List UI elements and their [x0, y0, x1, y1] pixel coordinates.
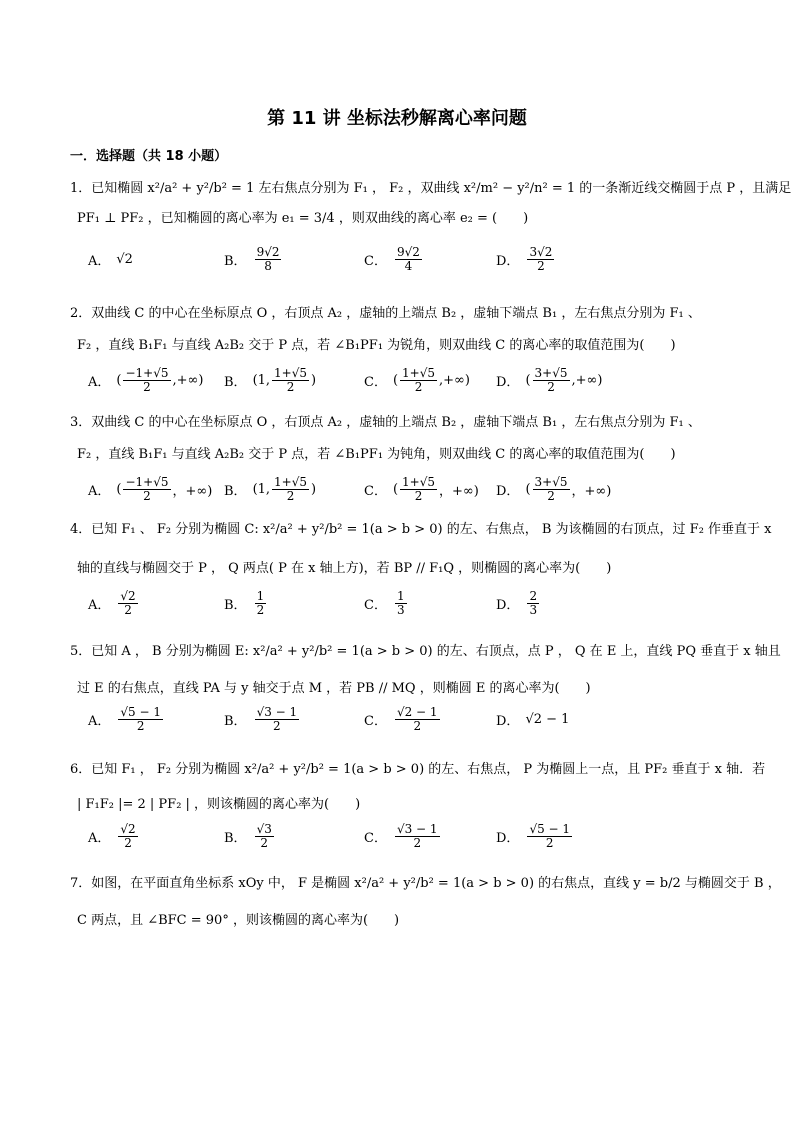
- fraction-numerator: √5 − 1: [120, 704, 161, 719]
- fraction-denominator: 3: [529, 602, 538, 617]
- option-b: [224, 474, 316, 504]
- fraction-numerator: 1+√5: [402, 365, 436, 380]
- question-2-line: 2．双曲线 C 的中心在坐标原点 O ，右顶点 A₂ ，虚轴的上端点 B₂ ，虚轴下端点 B₁ ，左右焦点分别为 F₁ 、: [70, 306, 701, 321]
- fraction: [527, 246, 554, 273]
- fraction-numerator: 3+√5: [534, 474, 568, 489]
- option-suffix: ，+∞): [439, 483, 479, 499]
- option-c: [364, 821, 442, 851]
- fraction-numerator: 3√2: [529, 244, 553, 259]
- option-label: B．: [224, 483, 247, 499]
- question-3-options: [88, 474, 728, 504]
- option-prefix: (1,: [252, 372, 271, 388]
- fraction-denominator: 2: [547, 379, 555, 394]
- fraction: [255, 590, 267, 617]
- option-label: B．: [224, 713, 247, 729]
- question-5-options: [88, 704, 728, 734]
- fraction-denominator: 2: [286, 488, 295, 503]
- fraction: [118, 706, 163, 733]
- fraction: [118, 590, 137, 617]
- fraction-denominator: 3: [396, 602, 405, 617]
- option-c: [364, 704, 442, 734]
- option-label: B．: [224, 253, 247, 269]
- option-label: C．: [364, 713, 387, 729]
- fraction: [118, 823, 137, 850]
- option-d: [496, 474, 611, 504]
- fraction: [533, 367, 570, 394]
- option-c: [364, 365, 470, 395]
- option-value: √2 − 1: [525, 711, 570, 727]
- option-a: [88, 474, 212, 504]
- option-b: [224, 704, 301, 734]
- fraction-numerator: 1+√5: [274, 365, 308, 380]
- option-label: A．: [88, 483, 111, 499]
- fraction: [533, 476, 570, 503]
- option-label: D．: [496, 483, 520, 499]
- question-6-line: | F₁F₂ |= 2 | PF₂ | ，则该椭圆的离心率为( ): [77, 797, 361, 812]
- option-label: B．: [224, 597, 247, 613]
- fraction-denominator: 2: [256, 602, 265, 617]
- option-prefix: (1,: [252, 481, 271, 497]
- fraction: [400, 367, 437, 394]
- question-3-line: 3．双曲线 C 的中心在坐标原点 O ，右顶点 A₂ ，虚轴的上端点 B₂ ，虚轴下端点 B₁ ，左右焦点分别为 F₁ 、: [70, 415, 701, 430]
- option-label: C．: [364, 374, 387, 390]
- option-a: [88, 244, 133, 274]
- question-4-line: 4．已知 F₁ 、 F₂ 分别为椭圆 C: x²/a² + y²/b² = 1(a > b > 0) 的左、右焦点， B 为该椭圆的右顶点，过 F₂ 作垂直于 x: [70, 522, 772, 537]
- option-suffix: ，+∞): [571, 483, 612, 499]
- fraction: [272, 367, 309, 394]
- fraction: [123, 367, 170, 394]
- option-prefix: (: [392, 481, 399, 497]
- option-label: C．: [364, 597, 387, 613]
- option-label: B．: [224, 374, 247, 390]
- option-d: [496, 588, 541, 618]
- option-suffix: ,+∞): [172, 372, 204, 388]
- fraction: [395, 246, 422, 273]
- option-label: A．: [88, 713, 111, 729]
- question-4-options: [88, 588, 728, 618]
- fraction-denominator: 2: [143, 379, 151, 394]
- option-suffix: ): [311, 481, 317, 497]
- fraction-denominator: 2: [286, 379, 295, 394]
- fraction-numerator: −1+√5: [125, 365, 169, 380]
- fraction-denominator: 8: [264, 258, 272, 273]
- fraction: [527, 590, 539, 617]
- question-2-options: [88, 365, 728, 395]
- question-2-line: F₂ ，直线 B₁F₁ 与直线 A₂B₂ 交于 P 点，若 ∠B₁PF₁ 为锐角，则双曲线 C 的离心率的取值范围为( ): [77, 338, 676, 353]
- question-5-line: 5．已知 A ， B 分别为椭圆 E: x²/a² + y²/b² = 1(a > b > 0) 的左、右顶点，点 P ， Q 在 E 上，直线 PQ 垂直于 x 轴且: [70, 644, 781, 659]
- option-prefix: (: [392, 372, 399, 388]
- option-a: [88, 588, 140, 618]
- option-prefix: (: [525, 372, 531, 388]
- option-suffix: ): [311, 372, 317, 388]
- section-heading: 一．选择题（共 18 小题）: [70, 149, 228, 164]
- question-1-options: [88, 244, 728, 274]
- fraction: [255, 706, 300, 733]
- fraction: [395, 706, 440, 733]
- option-prefix: (: [116, 481, 122, 497]
- option-value: √2: [116, 251, 133, 267]
- option-a: [88, 821, 140, 851]
- option-label: A．: [88, 374, 111, 390]
- fraction-numerator: 9√2: [256, 244, 280, 259]
- fraction: [255, 246, 282, 273]
- question-7-line: 7．如图，在平面直角坐标系 xOy 中， F 是椭圆 x²/a² + y²/b² = 1(a > b > 0) 的右焦点，直线 y = b/2 与椭圆交于 B ，: [70, 876, 781, 891]
- fraction-denominator: 4: [404, 258, 413, 273]
- fraction-numerator: √2: [120, 821, 136, 836]
- fraction-denominator: 2: [124, 602, 132, 617]
- option-a: [88, 704, 165, 734]
- fraction-denominator: 2: [547, 488, 555, 503]
- option-suffix: ,+∞): [439, 372, 470, 388]
- fraction: [395, 823, 440, 850]
- question-1-line: 1．已知椭圆 x²/a² + y²/b² = 1 左右焦点分别为 F₁ ， F₂ ，双曲线 x²/m² − y²/n² = 1 的一条渐近线交椭圆于点 P ，且满足: [70, 181, 792, 196]
- option-a: [88, 365, 203, 395]
- fraction-denominator: 2: [413, 718, 422, 733]
- fraction-numerator: 2: [529, 588, 538, 603]
- fraction: [527, 823, 572, 850]
- question-5-line: 过 E 的右焦点，直线 PA 与 y 轴交于点 M ，若 PB // MQ ，则椭圆 E 的离心率为( ): [77, 681, 591, 696]
- fraction-numerator: 1: [396, 588, 405, 603]
- option-suffix: ,+∞): [571, 372, 603, 388]
- fraction-denominator: 2: [414, 379, 423, 394]
- fraction-numerator: 1+√5: [402, 474, 436, 489]
- fraction-denominator: 2: [136, 718, 145, 733]
- option-label: A．: [88, 597, 111, 613]
- option-label: C．: [364, 830, 387, 846]
- question-6-options: [88, 821, 728, 851]
- fraction-numerator: √3: [256, 821, 272, 836]
- fraction-denominator: 2: [124, 835, 132, 850]
- option-suffix: ，+∞): [172, 483, 213, 499]
- option-label: D．: [496, 374, 520, 390]
- option-label: C．: [364, 483, 387, 499]
- question-6-line: 6．已知 F₁ ， F₂ 分别为椭圆 x²/a² + y²/b² = 1(a > b > 0) 的左、右焦点， P 为椭圆上一点，且 PF₂ 垂直于 x 轴．若: [70, 762, 766, 777]
- option-d: [496, 244, 556, 274]
- page-title: 第 11 讲 坐标法秒解离心率问题: [267, 108, 527, 129]
- fraction-numerator: √2 − 1: [396, 704, 438, 719]
- option-label: C．: [364, 253, 387, 269]
- fraction-denominator: 2: [273, 718, 281, 733]
- option-d: [496, 704, 569, 734]
- fraction: [123, 476, 170, 503]
- option-label: D．: [496, 830, 520, 846]
- option-b: [224, 821, 276, 851]
- option-c: [364, 588, 409, 618]
- fraction-numerator: −1+√5: [125, 474, 169, 489]
- option-prefix: (: [525, 481, 531, 497]
- option-c: [364, 244, 424, 274]
- option-label: A．: [88, 253, 111, 269]
- option-d: [496, 821, 574, 851]
- option-label: D．: [496, 597, 520, 613]
- fraction-denominator: 2: [414, 488, 423, 503]
- fraction-numerator: 9√2: [396, 244, 420, 259]
- fraction-denominator: 2: [545, 835, 554, 850]
- option-b: [224, 244, 283, 274]
- fraction-numerator: √2: [120, 588, 136, 603]
- fraction-numerator: √3 − 1: [256, 704, 298, 719]
- option-label: B．: [224, 830, 247, 846]
- fraction: [272, 476, 309, 503]
- option-label: D．: [496, 713, 520, 729]
- question-4-line: 轴的直线与椭圆交于 P ， Q 两点( P 在 x 轴上方)，若 BP // F₁Q ，则椭圆的离心率为( ): [77, 561, 612, 576]
- option-b: [224, 365, 316, 395]
- question-1-line: PF₁ ⊥ PF₂ ，已知椭圆的离心率为 e₁ = 3/4 ，则双曲线的离心率 e₂ = ( ): [77, 211, 529, 226]
- question-7-line: C 两点，且 ∠BFC = 90° ，则该椭圆的离心率为( ): [77, 913, 400, 928]
- fraction-numerator: √5 − 1: [529, 821, 571, 836]
- option-c: [364, 474, 479, 504]
- fraction: [395, 590, 407, 617]
- fraction: [255, 823, 274, 850]
- fraction-denominator: 2: [260, 835, 269, 850]
- fraction-denominator: 2: [413, 835, 422, 850]
- fraction: [400, 476, 437, 503]
- fraction-numerator: 1+√5: [274, 474, 308, 489]
- fraction-numerator: √3 − 1: [396, 821, 438, 836]
- option-b: [224, 588, 268, 618]
- fraction-numerator: 1: [256, 588, 265, 603]
- option-d: [496, 365, 602, 395]
- question-3-line: F₂ ，直线 B₁F₁ 与直线 A₂B₂ 交于 P 点，若 ∠B₁PF₁ 为钝角，则双曲线 C 的离心率的取值范围为( ): [77, 447, 676, 462]
- option-label: D．: [496, 253, 520, 269]
- option-prefix: (: [116, 372, 122, 388]
- fraction-numerator: 3+√5: [534, 365, 568, 380]
- fraction-denominator: 2: [143, 488, 151, 503]
- option-label: A．: [88, 830, 111, 846]
- fraction-denominator: 2: [537, 258, 545, 273]
